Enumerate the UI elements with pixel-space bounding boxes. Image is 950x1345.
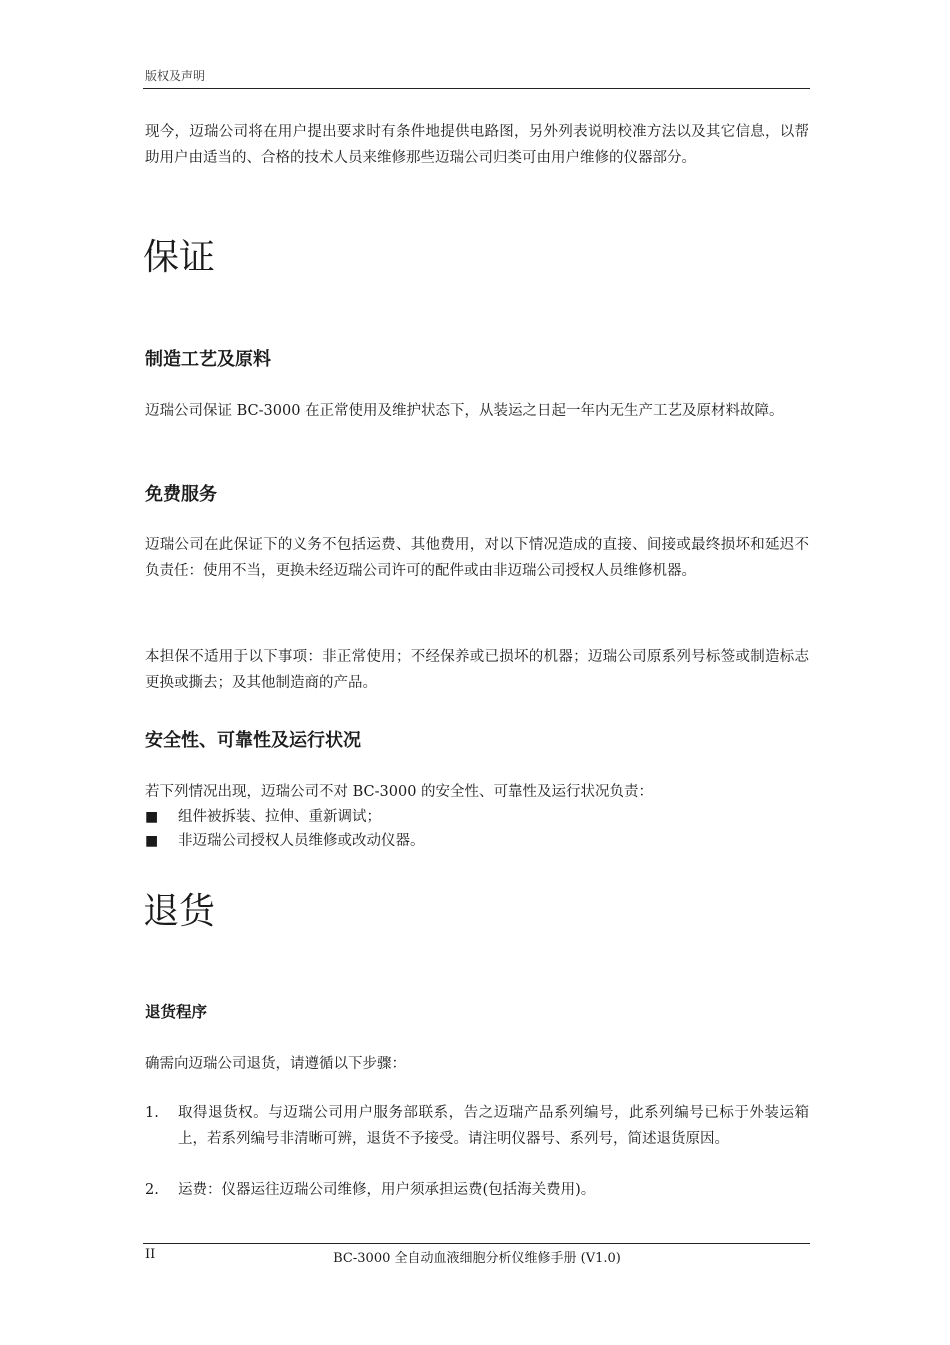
footer-document-title: BC-3000 全自动血液细胞分析仪维修手册 (V1.0) bbox=[333, 1251, 621, 1266]
free-service-paragraph-2: 本担保不适用于以下事项：非正常使用；不经保养或已损坏的机器；迈瑞公司原系列号标签或制造标志更换或撕去；及其他制造商的产品。 bbox=[145, 649, 809, 691]
step-number: 1. bbox=[145, 1105, 159, 1121]
header-rule bbox=[143, 88, 810, 89]
bullet-item bbox=[145, 829, 809, 853]
step-number: 2. bbox=[145, 1182, 159, 1198]
step-text: 取得退货权。与迈瑞公司用户服务部联系，告之迈瑞产品系列编号，此系列编号已标于外装运箱上，若系列编号非清晰可辨，退货不予接受。请注明仪器号、系列号，简述退货原因。 bbox=[178, 1105, 809, 1147]
intro-paragraph: 现今，迈瑞公司将在用户提出要求时有条件地提供电路图，另外列表说明校准方法以及其它信息，以帮助用户由适当的、合格的技术人员来维修那些迈瑞公司归类可由用户维修的仪器部分。 bbox=[145, 124, 809, 166]
free-service-heading: 免费服务 bbox=[145, 484, 217, 505]
warranty-title: 保证 bbox=[143, 237, 216, 278]
running-header: 版权及声明 bbox=[145, 69, 206, 83]
step-text: 运费：仪器运往迈瑞公司维修，用户须承担运费(包括海关费用)。 bbox=[178, 1182, 596, 1198]
bullet-text: 组件被拆装、拉伸、重新调试； bbox=[178, 809, 381, 825]
bullet-square-icon: ■ bbox=[145, 809, 159, 825]
safety-intro: 若下列情况出现，迈瑞公司不对 BC-3000 的安全性、可靠性及运行状况负责： bbox=[145, 784, 654, 800]
bullet-item bbox=[145, 805, 809, 829]
free-service-paragraph-1: 迈瑞公司在此保证下的义务不包括运费、其他费用，对以下情况造成的直接、间接或最终损坏和延迟不负责任：使用不当，更换未经迈瑞公司许可的配件或由非迈瑞公司授权人员维修机器。 bbox=[145, 537, 809, 579]
returns-title: 退货 bbox=[143, 891, 216, 932]
step-item bbox=[145, 1177, 809, 1203]
bullet-square-icon: ■ bbox=[145, 833, 159, 849]
return-procedure-heading: 退货程序 bbox=[145, 1003, 208, 1021]
manufacturing-paragraph: 迈瑞公司保证 BC-3000 在正常使用及维护状态下，从装运之日起一年内无生产工艺及原材料故障。 bbox=[145, 403, 784, 419]
manufacturing-heading: 制造工艺及原料 bbox=[145, 349, 271, 370]
bullet-text: 非迈瑞公司授权人员维修或改动仪器。 bbox=[178, 833, 425, 849]
safety-heading: 安全性、可靠性及运行状况 bbox=[145, 730, 361, 751]
footer-page-number: II bbox=[145, 1247, 156, 1262]
step-item bbox=[145, 1100, 809, 1178]
footer-rule bbox=[143, 1243, 810, 1244]
return-procedure-intro: 确需向迈瑞公司退货，请遵循以下步骤： bbox=[145, 1056, 406, 1072]
